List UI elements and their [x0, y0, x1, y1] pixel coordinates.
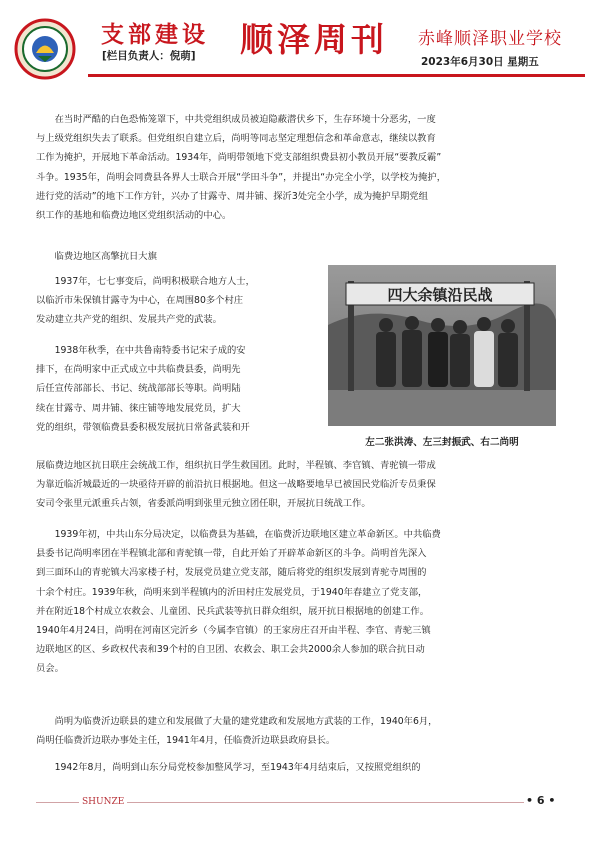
- school-name: 赤峰顺泽职业学校: [418, 29, 562, 49]
- text-line: 展临费边地区抗日联庄会统战工作，组织抗日学生救国团。此时，半程镇、李官镇、青驼镇一带成: [36, 460, 436, 471]
- text-line: 安司令张里元派重兵占领，省委派尚明到张里元独立团任职，开展抗日统战工作。: [36, 498, 371, 510]
- text-line: 边联地区的区、乡政权代表和39个村的自卫团、农救会、职工会共2000余人参加的联合抗日动: [36, 644, 425, 656]
- text-line: 1937年，七七事变后，尚明积极联合地方人士，: [54, 276, 255, 287]
- text-line: 1939年初，中共山东分局决定，以临费县为基础，在临费沂边联地区建立革命新区。中共临费: [54, 529, 441, 540]
- text-line: 党的组织，带领临费县委积极发展抗日常备武装和开: [36, 421, 250, 433]
- paragraph-3-full: [36, 456, 557, 514]
- text-line: 在当时严酷的白色恐怖笼罩下，中共党组织成员被迫隐蔽潜伏乡下，生存环境十分恶劣，一度: [54, 114, 436, 125]
- paragraph-5: [36, 712, 557, 750]
- text-line: 工作为掩护，开展地下革命活动。1934年，尚明带领地下党支部组织费县初小教员开展“要教反霸”: [36, 152, 442, 164]
- text-line: 为靠近临沂城最近的一块亟待开辟的前沿抗日根据地。但这一战略要地早已被国民党临沂专员秉保: [36, 479, 436, 491]
- text-line: 排下，在尚明家中正式成立中共临费县委，尚明先: [36, 364, 241, 376]
- text-line: 发动建立共产党的组织、发展共产党的武装。: [36, 314, 222, 326]
- paragraph-4: [36, 525, 557, 679]
- photo-banner-text: 四大余镇沿民战: [387, 286, 493, 304]
- paragraph-3-left: [36, 341, 322, 437]
- text-line: 并在附近18个村成立农救会、儿童团、民兵武装等抗日群众组织，展开抗日根据地的创建工作。: [36, 605, 430, 617]
- section-title: 支部建设: [101, 22, 209, 48]
- text-line: 进行党的活动”的地下工作方针，兴办了甘露寺、周井铺、探沂3处完全小学，成为掩护早期党组: [36, 190, 428, 202]
- text-line: 织工作的基地和临费边地区党组织活动的中心。: [36, 210, 232, 222]
- paragraph-1: [36, 110, 557, 225]
- text-line: 后任宣传部部长、书记、统战部部长等职。尚明陆: [36, 383, 241, 395]
- text-line: 到三面环山的青驼镇大冯家楼子村，发展党员建立党支部，随后将党的组织发展到青驼寺周围的: [36, 567, 427, 579]
- text-line: 1942年8月，尚明到山东分局党校参加整风学习，至1943年4月结束后，又按照党组织的: [54, 762, 421, 773]
- text-line: 尚明任临费沂边联办事处主任，1941年4月，任临费沂边联县政府县长。: [36, 735, 336, 747]
- text-line: 1940年4月24日，尚明在河南区完沂乡（今属李官镇）的王家房庄召开由半程、李官、青驼三镇: [36, 625, 431, 637]
- page-number: • 6 •: [526, 794, 556, 807]
- paragraph-2: [36, 272, 322, 330]
- text-line: 十余个村庄。1939年秋，尚明来到半程镇内的沂田村庄发展党员，于1940年春建立了党支部，: [36, 586, 428, 598]
- section-editor: [栏目负责人：倪萌]: [102, 50, 196, 62]
- text-line: 以临沂市朱保镇甘露寺为中心，在周围80多个村庄: [36, 295, 244, 307]
- photo-caption: 左二张洪涛、左三封振武、右二尚明: [365, 437, 519, 448]
- header-rule: [88, 74, 585, 77]
- text-line: 斗争。1935年，尚明会同费县各界人士联合开展“学田斗争”，并提出“办完全小学，以学校为掩护，: [36, 171, 446, 183]
- text-line: 1938年秋季，在中共鲁南特委书记宋子成的安: [54, 345, 246, 356]
- text-line: 与上级党组织失去了联系。但党组织自建立后，尚明等同志坚定理想信念和革命意志，继续以教育: [36, 133, 436, 145]
- text-line: 续在甘露寺、周井铺、徕庄铺等地发展党员，扩大: [36, 402, 241, 414]
- text-line: 员会。: [36, 663, 64, 675]
- footer-label: SHUNZE: [79, 797, 127, 807]
- issue-date: 2023年6月30日 星期五: [421, 56, 539, 68]
- text-line: 县委书记尚明率团在半程镇北部和青驼镇一带，自此开始了开辟革命新区的斗争。尚明首先深入: [36, 548, 427, 560]
- section-subheading: 临费边地区高擎抗日大旗: [54, 251, 157, 262]
- paragraph-6: [36, 758, 557, 777]
- masthead-title: 顺泽周刊: [240, 20, 388, 59]
- school-logo: [14, 18, 76, 80]
- historical-photo: [328, 265, 556, 426]
- text-line: 尚明为临费沂边联县的建立和发展做了大量的建党建政和发展地方武装的工作，1940年6月，: [54, 716, 438, 727]
